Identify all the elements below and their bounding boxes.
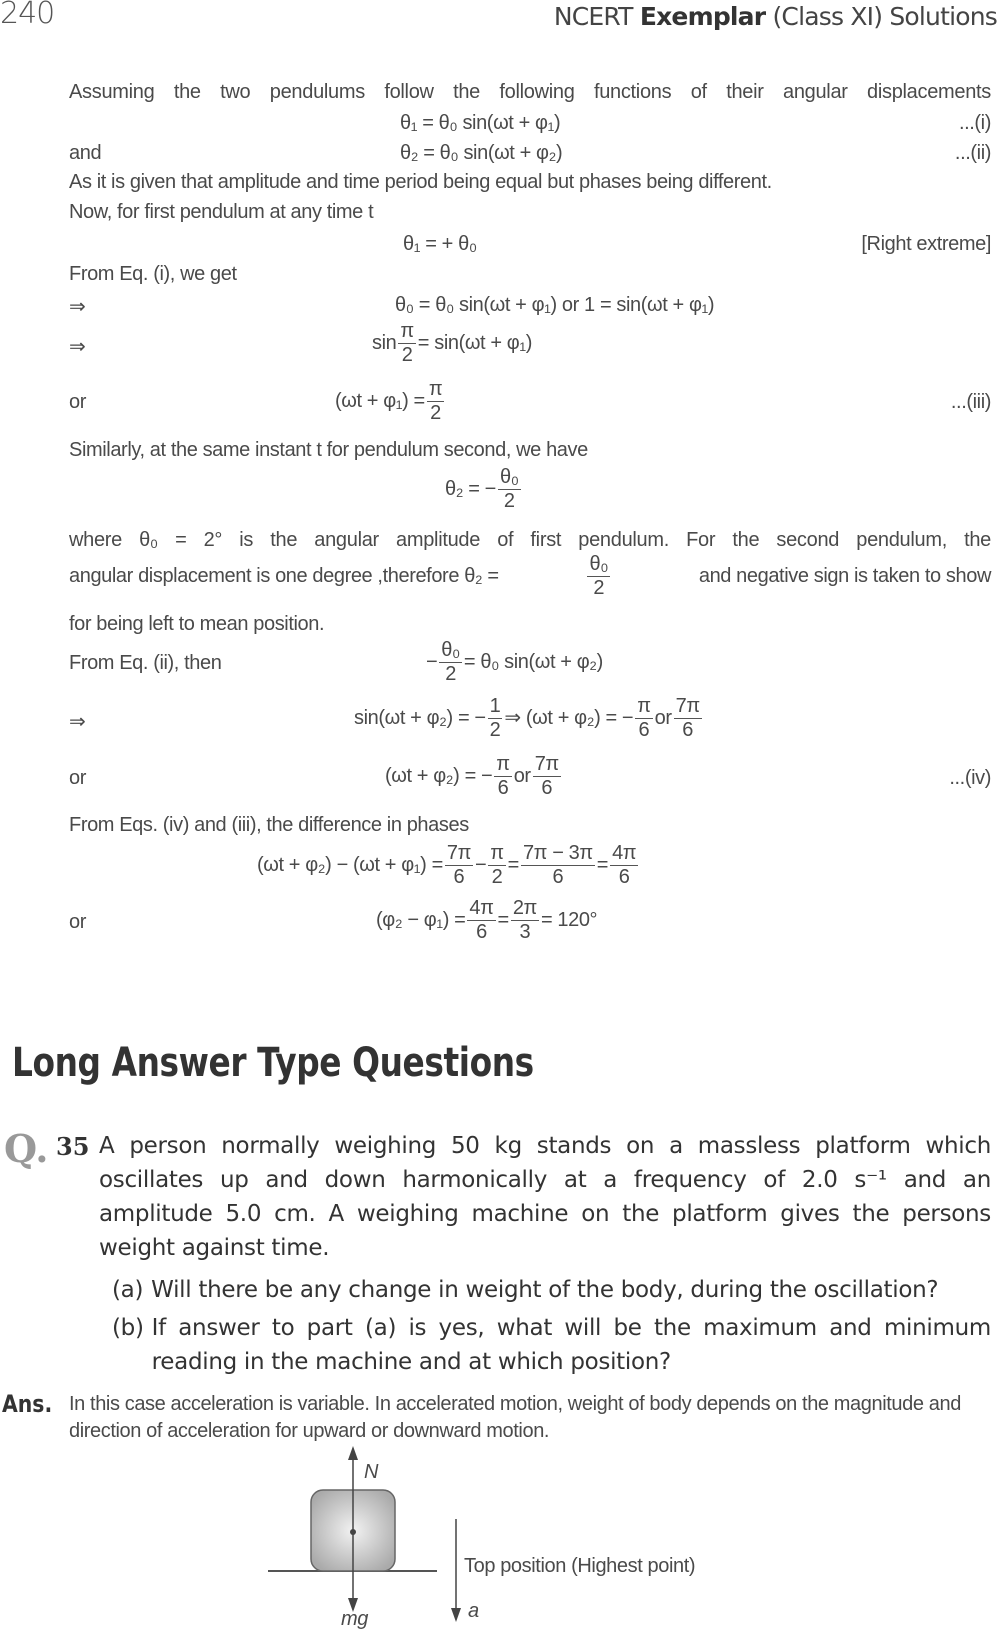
where-line-2: angular displacement is one degree ,therefore θ₂ = $\frac{\text{θ₀}}{2}$ and negative sign is taken to show	[69, 553, 991, 599]
implies-symbol: ⇒	[69, 336, 86, 358]
equation-theta2: θ₂ = − $\frac{\text{θ₀}}{2}$	[445, 466, 519, 512]
question-number: 35	[56, 1132, 90, 1161]
equation-i-label: ...(i)	[958, 112, 991, 134]
from-eq-i-text: From Eq. (i), we get	[69, 263, 237, 285]
answer-label: Ans.	[2, 1390, 53, 1418]
equation-phase-difference: (ωt + φ₂) − (ωt + φ₁) = $\frac{7\pi}{6}$ − $\frac{\pi}{2}$ = $\frac{7\pi - 3\pi}{6}$ = $\frac{4\pi}{6}$	[257, 842, 637, 888]
right-extreme-label: [Right extreme]	[861, 233, 991, 255]
implies-symbol: ⇒	[69, 711, 86, 733]
equation-iii: (ωt + φ₁) = $\frac{\pi}{2}$	[335, 378, 443, 424]
equation-iii-label: ...(iii)	[950, 391, 991, 413]
center-dot	[350, 1529, 356, 1535]
weight-label: mg	[341, 1608, 368, 1630]
normal-arrow-icon	[348, 1446, 358, 1460]
and-text: and	[69, 142, 102, 164]
where-line-3: for being left to mean position.	[69, 613, 325, 635]
equation-ii-label: ...(ii)	[954, 142, 991, 164]
or-text: or	[69, 911, 86, 933]
equation-4: θ₀ = θ₀ sin(ωt + φ₁) or 1 = sin(ωt + φ₁)	[395, 294, 715, 316]
from-eq-ii-text: From Eq. (ii), then	[69, 652, 222, 674]
from-eqs-text: From Eqs. (iv) and (iii), the difference in phases	[69, 814, 469, 836]
question-part-b: (b) If answer to part (a) is yes, what will be the maximum and minimum reading in the machine and at which position?	[112, 1315, 991, 1375]
question-part-a: (a) Will there be any change in weight of the body, during the oscillation?	[112, 1277, 939, 1303]
equation-right-extreme: θ₁ = + θ₀	[403, 233, 477, 255]
figure-caption: Top position (Highest point)	[464, 1555, 696, 1577]
similarly-text: Similarly, at the same instant t for pendulum second, we have	[69, 439, 588, 461]
question-text: A person normally weighing 50 kg stands on a massless platform which oscillates up and down harmonically at a frequency of 2.0 s⁻¹ and an amplitude 5.0 cm. A weighing machine on the platform gives the persons weight against time.	[99, 1133, 991, 1261]
equation-9: sin(ωt + φ₂) = − $\frac{1}{2}$ ⇒ (ωt + φ₂) = − $\frac{\pi}{6}$ or $\frac{7\pi}{6}$	[354, 695, 700, 741]
given-text: As it is given that amplitude and time period being equal but phases being different.	[69, 171, 772, 193]
or-text: or	[69, 391, 86, 413]
implies-symbol: ⇒	[69, 296, 86, 318]
equation-iv-label: ...(iv)	[949, 767, 991, 789]
normal-force-label: N	[364, 1461, 379, 1483]
header-bold: Exemplar	[639, 2, 766, 31]
header-prefix: NCERT	[553, 2, 633, 31]
or-text: or	[69, 767, 86, 789]
intro-text: Assuming the two pendulums follow the following functions of their angular displacements	[69, 81, 991, 103]
where-line-1: where θ₀ = 2° is the angular amplitude of first pendulum. For the second pendulum, the	[69, 529, 991, 551]
question-marker: Q.	[4, 1126, 49, 1171]
equation-5: sin $\frac{\pi}{2}$ = sin(ωt + φ₁)	[372, 320, 532, 366]
answer-text: In this case acceleration is variable. In accelerated motion, weight of body depends on the magnitude and direction of acceleration for upward or downward motion.	[69, 1393, 961, 1442]
section-heading: Long Answer Type Questions	[12, 1040, 534, 1086]
equation-8: − $\frac{\text{θ₀}}{2}$ = θ₀ sin(ωt + φ₂)	[426, 639, 603, 685]
equation-iv: (ωt + φ₂) = − $\frac{\pi}{6}$ or $\frac{7\pi}{6}$	[385, 753, 559, 799]
equation-i: θ₁ = θ₀ sin(ωt + φ₁)	[400, 112, 561, 134]
acceleration-label: a	[468, 1600, 479, 1622]
header-suffix: (Class XI) Solutions	[772, 2, 997, 31]
page-number: 240	[0, 0, 55, 31]
equation-ii: θ₂ = θ₀ sin(ωt + φ₂)	[400, 142, 563, 164]
acceleration-arrow-icon	[451, 1608, 461, 1622]
now-text: Now, for first pendulum at any time t	[69, 201, 374, 223]
equation-result: (φ₂ − φ₁) = $\frac{4\pi}{6}$ = $\frac{2\pi}{3}$ = 120°	[376, 897, 598, 943]
